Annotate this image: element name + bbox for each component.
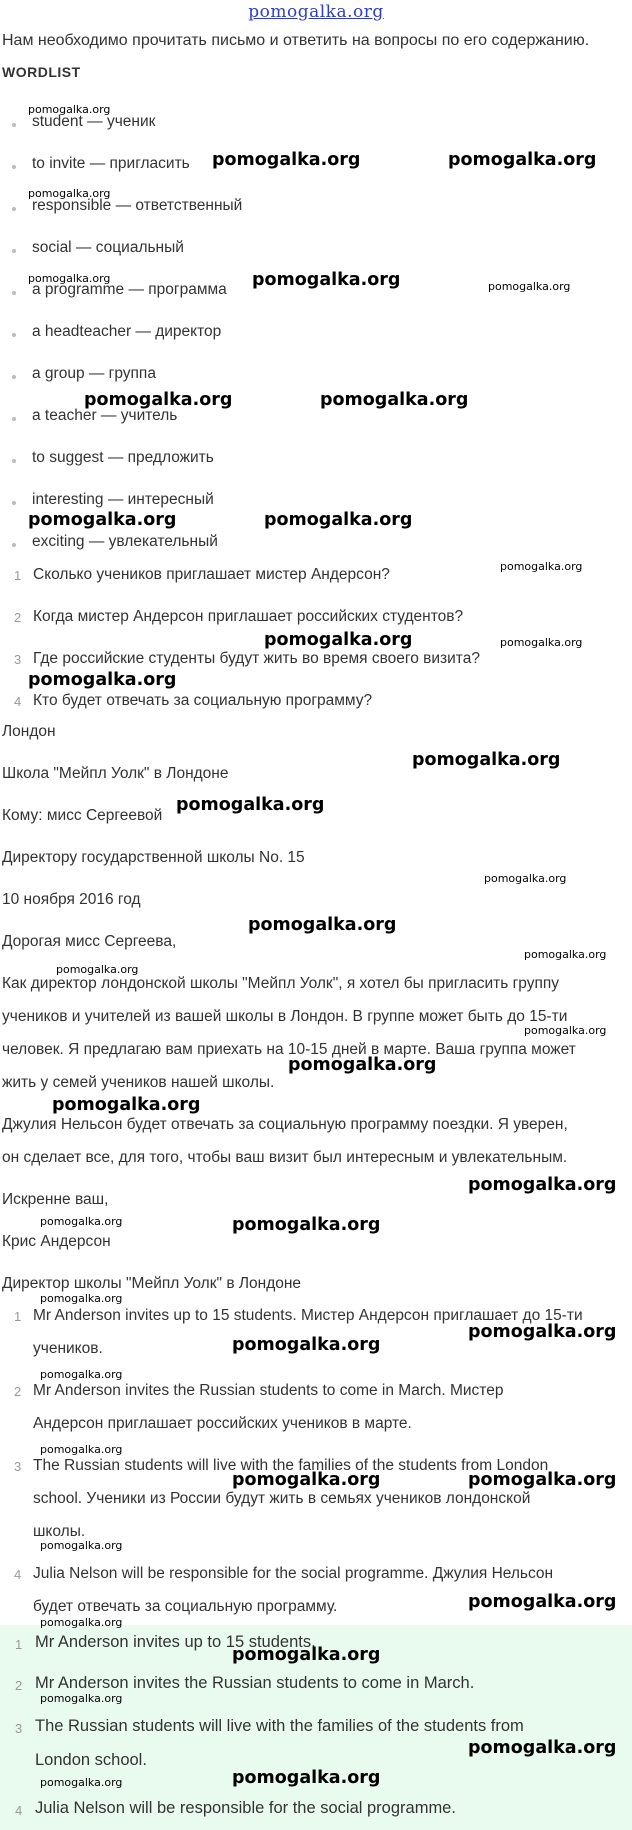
wordlist-item: to suggest — предложить: [32, 449, 214, 466]
answer-line: school. Ученики из России будут жить в семьях учеников лондонской: [33, 1490, 531, 1507]
answer-number: 1: [14, 1309, 22, 1324]
letter-signature: Крис Андерсон: [2, 1233, 111, 1250]
question-number: 1: [14, 568, 22, 583]
bullet-icon: [12, 543, 16, 547]
final-answer-line: London school.: [35, 1751, 147, 1769]
watermark: pomogalka.org: [28, 510, 177, 530]
watermark: pomogalka.org: [232, 1215, 381, 1235]
wordlist-item: interesting — интересный: [32, 491, 214, 508]
watermark: pomogalka.org: [40, 1616, 123, 1629]
watermark: pomogalka.org: [448, 150, 597, 170]
wordlist-item: exciting — увлекательный: [32, 533, 218, 550]
watermark: pomogalka.org: [412, 750, 561, 770]
question-text: Где российские студенты будут жить во время своего визита?: [33, 650, 480, 667]
watermark: pomogalka.org: [176, 795, 325, 815]
wordlist-item: to invite — пригласить: [32, 155, 190, 172]
wordlist-item: student — ученик: [32, 113, 156, 130]
watermark: pomogalka.org: [40, 1292, 123, 1305]
watermark: pomogalka.org: [248, 915, 397, 935]
answer-line: The Russian students will live with the families of the students from London: [33, 1457, 549, 1474]
final-answer-number: 3: [15, 1721, 23, 1736]
watermark: pomogalka.org: [288, 1055, 437, 1075]
watermark: pomogalka.org: [488, 280, 571, 293]
letter-body-line: учеников и учителей из вашей школы в Лондон. В группе может быть до 15-ти: [2, 1008, 568, 1025]
watermark: pomogalka.org: [40, 1776, 123, 1789]
watermark: pomogalka.org: [500, 560, 583, 573]
watermark: pomogalka.org: [232, 1335, 381, 1355]
letter-body-line: человек. Я предлагаю вам приехать на 10-15 дней в марте. Ваша группа может: [2, 1041, 576, 1058]
letter-school: Школа "Мейпл Уолк" в Лондоне: [2, 765, 229, 782]
watermark: pomogalka.org: [252, 270, 401, 290]
site-logo: pomogalka.org: [248, 2, 384, 22]
answer-number: 3: [14, 1459, 22, 1474]
watermark: pomogalka.org: [212, 150, 361, 170]
question-text: Когда мистер Андерсон приглашает российских студентов?: [33, 608, 464, 625]
watermark: pomogalka.org: [28, 670, 177, 690]
watermark: pomogalka.org: [40, 1443, 123, 1456]
letter-signature-title: Директор школы "Мейпл Уолк" в Лондоне: [2, 1275, 302, 1292]
watermark: pomogalka.org: [52, 1095, 201, 1115]
answer-line: Mr Anderson invites the Russian students to come in March. Мистер: [33, 1382, 504, 1399]
bullet-icon: [12, 291, 16, 295]
answer-number: 2: [14, 1384, 22, 1399]
watermark: pomogalka.org: [468, 1470, 617, 1490]
intro-text: Нам необходимо прочитать письмо и ответить на вопросы по его содержанию.: [2, 32, 590, 49]
bullet-icon: [12, 333, 16, 337]
watermark: pomogalka.org: [28, 187, 111, 200]
answer-line: школы.: [33, 1523, 86, 1540]
answer-line: будет отвечать за социальную программу.: [33, 1598, 338, 1615]
question-text: Сколько учеников приглашает мистер Андерсон?: [33, 566, 390, 583]
watermark: pomogalka.org: [232, 1470, 381, 1490]
wordlist-item: responsible — ответственный: [32, 197, 243, 214]
bullet-icon: [12, 459, 16, 463]
final-answer-line: Mr Anderson invites the Russian students to come in March.: [35, 1674, 475, 1692]
watermark: pomogalka.org: [468, 1738, 617, 1758]
final-answer-line: Julia Nelson will be responsible for the social programme.: [35, 1799, 456, 1817]
answer-number: 4: [14, 1567, 22, 1582]
watermark: pomogalka.org: [232, 1768, 381, 1788]
watermark: pomogalka.org: [264, 510, 413, 530]
watermark: pomogalka.org: [28, 103, 111, 116]
bullet-icon: [12, 207, 16, 211]
final-answer-line: Mr Anderson invites up to 15 students.: [35, 1633, 316, 1651]
letter-body-line: Джулия Нельсон будет отвечать за социальную программу поездки. Я уверен,: [2, 1116, 568, 1133]
watermark: pomogalka.org: [40, 1368, 123, 1381]
bullet-icon: [12, 417, 16, 421]
question-number: 3: [14, 652, 22, 667]
letter-date: 10 ноября 2016 год: [2, 891, 141, 908]
letter-recipient-position: Директору государственной школы No. 15: [2, 849, 305, 866]
watermark: pomogalka.org: [468, 1322, 617, 1342]
final-answer-number: 2: [15, 1678, 23, 1693]
answer-line: Андерсон приглашает российских учеников в марте.: [33, 1415, 412, 1432]
wordlist-item: a programme — программа: [32, 281, 227, 298]
letter-body-line: Как директор лондонской школы "Мейпл Уолк", я хотел бы пригласить группу: [2, 975, 560, 992]
bullet-icon: [12, 375, 16, 379]
answer-line: учеников.: [33, 1340, 103, 1357]
bullet-icon: [12, 501, 16, 505]
bullet-icon: [12, 165, 16, 169]
answer-line: Julia Nelson will be responsible for the social programme. Джулия Нельсон: [33, 1565, 554, 1582]
watermark: pomogalka.org: [524, 1024, 607, 1037]
bullet-icon: [12, 249, 16, 253]
watermark: pomogalka.org: [40, 1539, 123, 1552]
letter-body-line: он сделает все, для того, чтобы ваш визит был интересным и увлекательным.: [2, 1149, 568, 1166]
question-text: Кто будет отвечать за социальную программу?: [33, 692, 373, 709]
watermark: pomogalka.org: [524, 948, 607, 961]
bullet-icon: [12, 123, 16, 127]
watermark: pomogalka.org: [56, 963, 139, 976]
question-number: 4: [14, 694, 22, 709]
watermark: pomogalka.org: [232, 1645, 381, 1665]
letter-city: Лондон: [2, 723, 56, 740]
final-answer-number: 1: [15, 1637, 23, 1652]
watermark: pomogalka.org: [500, 636, 583, 649]
watermark: pomogalka.org: [40, 1215, 123, 1228]
watermark: pomogalka.org: [468, 1592, 617, 1612]
wordlist-item: a teacher — учитель: [32, 407, 178, 424]
watermark: pomogalka.org: [484, 872, 567, 885]
final-answer-number: 4: [15, 1803, 23, 1818]
wordlist-item: a headteacher — директор: [32, 323, 222, 340]
wordlist-item: social — социальный: [32, 239, 184, 256]
answer-line: Mr Anderson invites up to 15 students. Мистер Андерсон приглашает до 15-ти: [33, 1307, 583, 1324]
watermark: pomogalka.org: [84, 390, 233, 410]
wordlist-title: WORDLIST: [2, 64, 81, 80]
letter-greeting: Дорогая мисс Сергеева,: [2, 933, 177, 950]
final-answer-line: The Russian students will live with the families of the students from: [35, 1717, 524, 1735]
question-number: 2: [14, 610, 22, 625]
watermark: pomogalka.org: [320, 390, 469, 410]
watermark: pomogalka.org: [40, 1692, 123, 1705]
watermark: pomogalka.org: [28, 272, 111, 285]
letter-body-line: жить у семей учеников нашей школы.: [2, 1074, 275, 1091]
letter-recipient: Кому: мисс Сергеевой: [2, 807, 163, 824]
watermark: pomogalka.org: [264, 630, 413, 650]
watermark: pomogalka.org: [468, 1175, 617, 1195]
wordlist-item: a group — группа: [32, 365, 156, 382]
letter-closing: Искренне ваш,: [2, 1191, 109, 1208]
